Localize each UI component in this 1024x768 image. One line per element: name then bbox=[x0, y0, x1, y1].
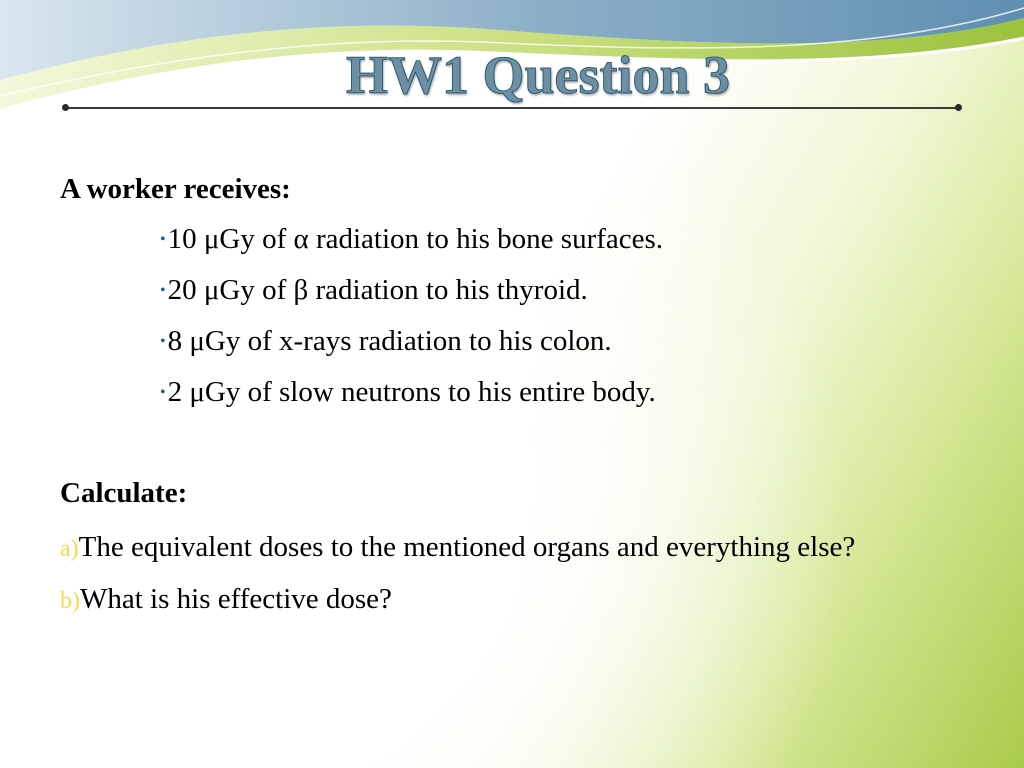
exposure-item bbox=[160, 218, 970, 269]
calculate-heading: Calculate: bbox=[60, 477, 188, 509]
exposure-text: 8 μGy of x-rays radiation to his colon. bbox=[167, 325, 612, 357]
exposure-item bbox=[160, 320, 970, 371]
task-item bbox=[60, 578, 970, 622]
task-text: What is his effective dose? bbox=[80, 583, 392, 615]
exposure-text: 2 μGy of slow neutrons to his entire body. bbox=[167, 376, 656, 408]
bullet-icon: • bbox=[160, 333, 166, 350]
bullet-icon: • bbox=[160, 384, 166, 401]
exposure-list bbox=[60, 218, 970, 422]
exposure-item bbox=[160, 371, 970, 422]
slide-body bbox=[60, 168, 970, 630]
task-text: The equivalent doses to the mentioned organs and everything else? bbox=[78, 531, 856, 563]
exposure-text: 10 μGy of α radiation to his bone surfaces. bbox=[167, 223, 664, 255]
exposure-item bbox=[160, 269, 970, 320]
exposure-text: 20 μGy of β radiation to his thyroid. bbox=[167, 274, 588, 306]
bullet-icon: • bbox=[160, 282, 166, 299]
task-marker: b) bbox=[60, 588, 80, 614]
divider-left-dot bbox=[62, 104, 69, 111]
intro-heading: A worker receives: bbox=[60, 173, 291, 205]
task-list bbox=[60, 526, 970, 622]
bullet-icon: • bbox=[160, 231, 166, 248]
task-marker: a) bbox=[60, 536, 79, 562]
divider-right-dot bbox=[955, 104, 962, 111]
title-divider bbox=[66, 107, 960, 109]
slide-title: HW1 Question 3 bbox=[345, 45, 731, 105]
task-item bbox=[60, 526, 970, 570]
